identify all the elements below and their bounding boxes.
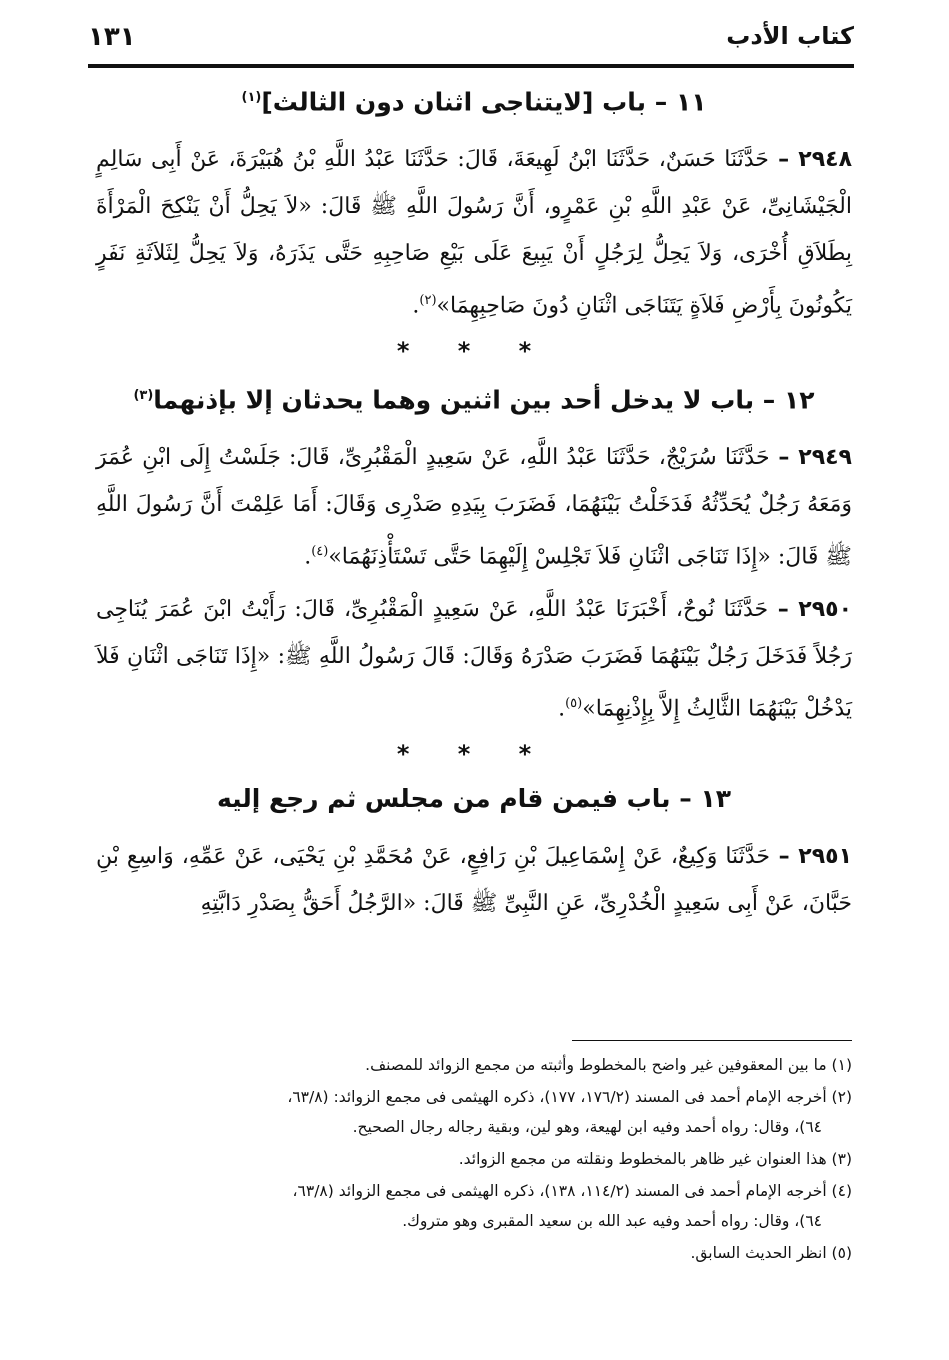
book-title: كتاب الأدب bbox=[726, 22, 854, 50]
hadith-2951 bbox=[96, 833, 852, 927]
footnote-text: (٥) انظر الحديث السابق. bbox=[690, 1244, 852, 1262]
footnote-4 bbox=[96, 1176, 852, 1236]
chapter-title-text: ١١ – باب [لايتناجى اثنان دون الثالث] bbox=[261, 87, 707, 117]
hadith-2948 bbox=[96, 136, 852, 329]
chapter-title-12 bbox=[96, 376, 852, 420]
footnotes bbox=[96, 1050, 852, 1270]
hadith-end: . bbox=[412, 293, 420, 319]
header-rule bbox=[88, 64, 854, 68]
hadith-end: . bbox=[304, 544, 312, 570]
footnote-3 bbox=[96, 1144, 852, 1174]
footnote-ref: (١) bbox=[241, 90, 262, 105]
hadith-number: ٢٩٥٠ – bbox=[768, 597, 852, 623]
footnote-text: (١) ما بين المعقوفين غير واضح بالمخطوط وأثبته من مجمع الزوائد للمصنف. bbox=[365, 1056, 852, 1074]
hadith-text: حَدَّثَنَا حَسَنٌ، حَدَّثَنَا ابْنُ لَهِيعَةَ، قَالَ: حَدَّثَنَا عَبْدُ اللَّهِ بْنُ هُبَيْرَةَ، عَنْ أَبِى سَالِمٍ الْجَيْشَانِىِّ، عَنْ عَبْدِ اللَّهِ بْنِ عَمْرٍو، أَنَّ رَسُولَ اللَّهِ ﷺ قَالَ: «لاَ يَحِلُّ أَنْ يَنْكِحَ الْمَرْأَةَ بِطَلاَقِ أُخْرَى، وَلاَ يَحِلُّ لِرَجُلٍ أَنْ يَبِيعَ عَلَى بَيْعِ صَاحِبِهِ حَتَّى يَذَرَهُ، وَلاَ يَحِلُّ لِثَلاَثَةِ نَفَرٍ يَكُونُونَ بِأَرْضِ فَلاَةٍ يَتَنَاجَى اثْنَانِ دُونَ صَاحِبِهِمَا» bbox=[96, 147, 852, 319]
footnote-text: (٤) أخرجه الإمام أحمد فى المسند (١١٤/٢، ١٣٨)، ذكره الهيثمى فى مجمع الزوائد (٦٣/٨، bbox=[292, 1182, 852, 1200]
chapter-title-text: ١٢ – باب لا يدخل أحد بين اثنين وهما يحدثان إلا بإذنهما bbox=[153, 384, 815, 414]
page-number: ١٣١ bbox=[88, 22, 136, 52]
footnote-1 bbox=[96, 1050, 852, 1080]
chapter-title-text: ١٣ – باب فيمن قام من مجلس ثم رجع إليه bbox=[217, 783, 731, 813]
footnote-rule bbox=[572, 1040, 852, 1041]
hadith-number: ٢٩٤٩ – bbox=[769, 444, 852, 470]
hadith-number: ٢٩٥١ – bbox=[769, 843, 852, 869]
hadith-2949 bbox=[96, 434, 852, 580]
page-body bbox=[96, 72, 852, 933]
hadith-text: حَدَّثَنَا وَكِيعٌ، عَنْ إِسْمَاعِيلَ بْنِ رَافِعٍ، عَنْ مُحَمَّدِ بْنِ يَحْيَى، عَنْ عَمِّهِ، وَاسِعِ بْنِ حَبَّانَ، عَنْ أَبِى سَعِيدٍ الْخُدْرِىِّ، عَنِ النَّبِىِّ ﷺ قَالَ: «الرَّجُلُ أَحَقُّ بِصَدْرِ دَابَّتِهِ bbox=[96, 843, 852, 916]
footnote-continuation: ٦٤)، وقال: رواه أحمد وفيه عبد الله بن سعيد المقبرى وهو متروك. bbox=[402, 1212, 822, 1230]
hadith-2950 bbox=[96, 586, 852, 732]
footnote-continuation: ٦٤)، وقال: رواه أحمد وفيه ابن لهيعة، وهو لين، وبقية رجاله رجال الصحيح. bbox=[352, 1118, 822, 1136]
section-separator: * * * bbox=[396, 336, 552, 365]
footnote-text: (٣) هذا العنوان غير ظاهر بالمخطوط ونقلته من مجمع الزوائد. bbox=[458, 1150, 852, 1168]
hadith-end: . bbox=[558, 696, 566, 722]
footnote-ref: (٤) bbox=[311, 543, 329, 559]
hadith-text: حَدَّثَنَا نُوحٌ، أَخْبَرَنَا عَبْدُ اللَّهِ، عَنْ سَعِيدٍ الْمَقْبُرِىِّ، قَالَ: رَأَيْتُ ابْنَ عُمَرَ يُنَاجِى رَجُلاً فَدَخَلَ رَجُلٌ بَيْنَهُمَا فَضَرَبَ صَدْرَهُ وَقَالَ: قَالَ رَسُولُ اللَّهِ ﷺ: «إِذَا تَنَاجَى اثْنَانِ فَلاَ يَدْخُلْ بَيْنَهُمَا الثَّالِثُ إِلاَّ بِإِذْنِهِمَا» bbox=[96, 597, 852, 722]
hadith-text: حَدَّثَنَا سُرَيْجٌ، حَدَّثَنَا عَبْدُ اللَّهِ، عَنْ سَعِيدٍ الْمَقْبُرِىِّ، قَالَ: جَلَسْتُ إِلَى ابْنِ عُمَرَ وَمَعَهُ رَجُلٌ يُحَدِّثُهُ فَدَخَلْتُ بَيْنَهُمَا، فَضَرَبَ بِيَدِهِ صَدْرِى وَقَالَ: أَمَا عَلِمْتَ أَنَّ رَسُولَ اللَّهِ ﷺ قَالَ: «إِذَا تَنَاجَى اثْنَانِ فَلاَ تَجْلِسْ إِلَيْهِمَا حَتَّى تَسْتَأْذِنَهُمَا» bbox=[96, 444, 852, 570]
footnote-2 bbox=[96, 1082, 852, 1142]
section-separator: * * * bbox=[396, 739, 552, 768]
chapter-title-13 bbox=[96, 779, 852, 819]
footnote-text: (٢) أخرجه الإمام أحمد فى المسند (١٧٦/٢، ١٧٧)، ذكره الهيثمى فى مجمع الزوائد: (٦٣/٨، bbox=[287, 1088, 852, 1106]
chapter-title-11 bbox=[96, 78, 852, 122]
footnote-ref: (٣) bbox=[133, 387, 154, 403]
hadith-number: ٢٩٤٨ – bbox=[768, 147, 852, 173]
footnote-ref: (٥) bbox=[565, 696, 583, 712]
footnote-ref: (٢) bbox=[419, 293, 437, 309]
page-header bbox=[88, 22, 854, 62]
footnote-5 bbox=[96, 1238, 852, 1268]
